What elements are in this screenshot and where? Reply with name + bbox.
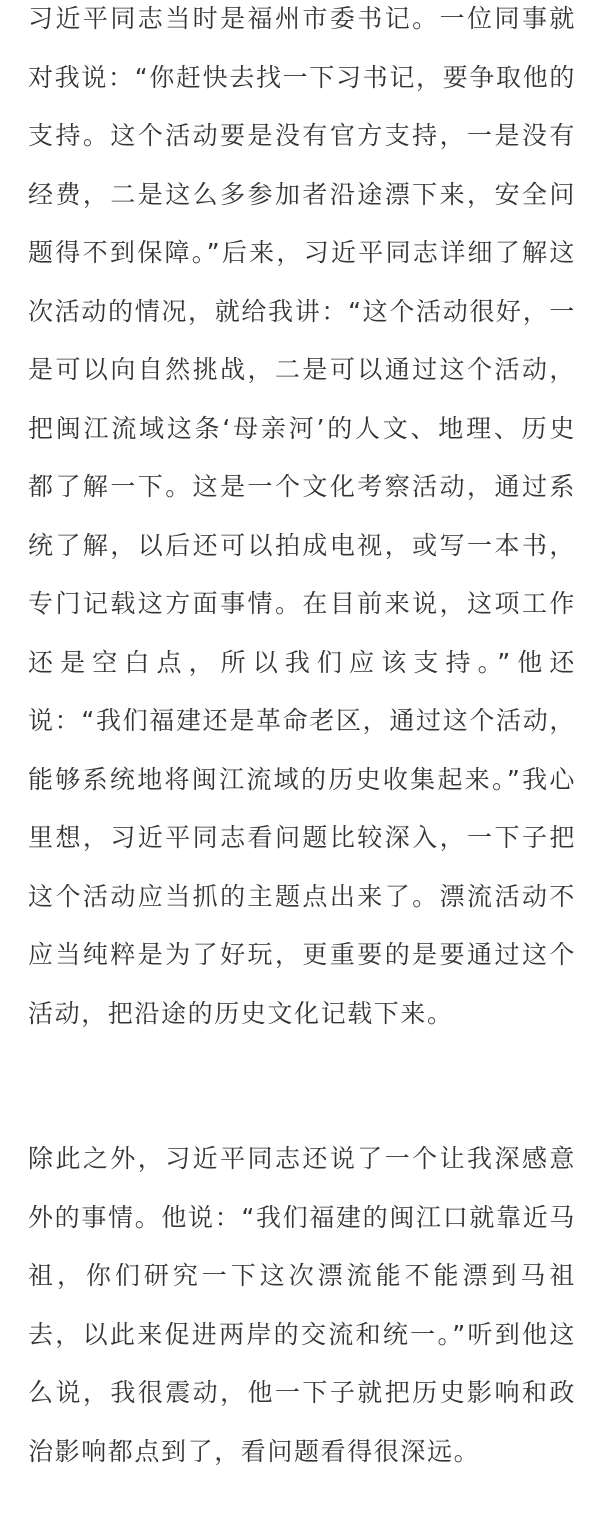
paragraph-1: 习近平同志当时是福州市委书记。一位同事就对我说：“你赶快去找一下习书记，要争取他的支持。这个活动要是没有官方支持，一是没有经费，二是这么多参加者沿途漂下来，安全问题得不到保障。”后来，习近平同志详细了解这次活动的情况，就给我讲：“这个活动很好，一是可以向自然挑战，二是可以通过这个活动，把闽江流域这条‘母亲河’的人文、地理、历史都了解一下。这是一个文化考察活动，通过系统了解，以后还可以拍成电视，或写一本书，专门记载这方面事情。在目前来说，这项工作还是空白点，所以我们应该支持。”他还说：“我们福建还是革命老区，通过这个活动，能够系统地将闽江流域的历史收集起来。”我心里想，习近平同志看问题比较深入，一下子把这个活动应当抓的主题点出来了。漂流活动不应当纯粹是为了好玩，更重要的是要通过这个活动，把沿途的历史文化记载下来。	[28, 4, 576, 1028]
paragraph-2: 除此之外，习近平同志还说了一个让我深感意外的事情。他说：“我们福建的闽江口就靠近马祖，你们研究一下这次漂流能不能漂到马祖去，以此来促进两岸的交流和统一。”听到他这么说，我很震动，他一下子就把历史影响和政治影响都点到了，看问题看得很深远。	[28, 1144, 576, 1466]
